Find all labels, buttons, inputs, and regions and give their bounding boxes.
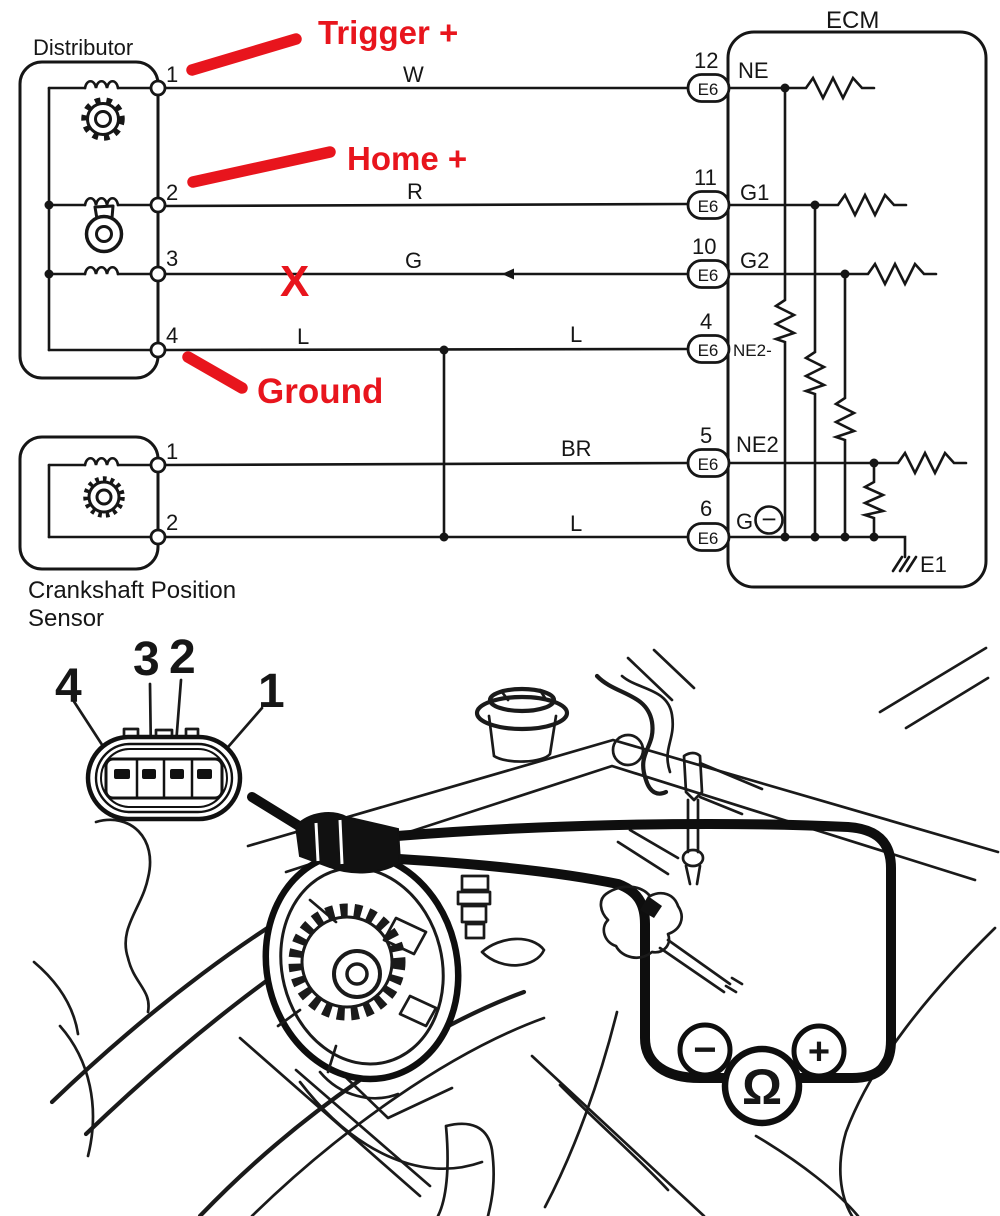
- pin-number: 1: [166, 439, 179, 464]
- ecm-signal: NE2: [736, 432, 779, 457]
- coil-icon: [85, 198, 118, 205]
- x-annotation: X: [280, 257, 310, 306]
- junction-dot: [45, 201, 54, 210]
- ecm-connectors: [688, 48, 783, 551]
- wire-color-label: L: [570, 511, 583, 536]
- wire-color-label: R: [407, 179, 423, 204]
- engine-line: [482, 939, 544, 965]
- ground-annotation: Ground: [257, 372, 384, 411]
- rotor-icon: [87, 206, 122, 252]
- minus-glyph: −: [693, 1028, 717, 1072]
- ecm-pin-number: 10: [692, 234, 717, 259]
- wire-color-label: G: [405, 248, 423, 273]
- gear-icon: [85, 101, 122, 138]
- harness-wires: [165, 62, 688, 542]
- junction-dot: [841, 533, 850, 542]
- resistor-branch: [836, 274, 854, 537]
- pin-number: 2: [166, 180, 179, 205]
- connector-id: E6: [697, 197, 719, 216]
- hose-fitting: [613, 735, 643, 765]
- coil-icon: [85, 267, 118, 274]
- connector-id: E6: [697, 266, 719, 285]
- pin-number: 3: [166, 246, 179, 271]
- junction-dot: [841, 270, 850, 279]
- resistor-branch: [865, 463, 883, 537]
- ecm-component: [688, 7, 986, 587]
- ecm-pin-number: 12: [694, 48, 719, 73]
- coil-icon: [85, 458, 118, 465]
- engine-line: [840, 928, 995, 1216]
- resistor-branch: [806, 205, 824, 537]
- engine-line: [618, 830, 678, 874]
- ecm-signal: G2: [740, 248, 770, 273]
- ground-icon: [893, 557, 916, 571]
- connector-pin: [114, 769, 130, 779]
- distributor-label: Distributor: [33, 35, 134, 60]
- ecm-label: ECM: [826, 7, 880, 34]
- connector-pin: [142, 769, 156, 779]
- junction-dot: [45, 270, 54, 279]
- ecm-signal: G1: [740, 180, 770, 205]
- pin-number: 2: [166, 510, 179, 535]
- home-callout-line: [193, 152, 330, 182]
- omega-glyph: Ω: [741, 1059, 783, 1115]
- ecm-pin-number: 6: [700, 496, 713, 521]
- wire-color-label: BR: [561, 436, 592, 461]
- coil-icon: [85, 81, 118, 88]
- pin-terminal: [151, 458, 165, 472]
- crank-sensor-component: [20, 437, 236, 632]
- distributor-component: [20, 35, 178, 378]
- junction-dot: [811, 533, 820, 542]
- junction-dot: [440, 533, 449, 542]
- ecm-pin-number: 5: [700, 423, 713, 448]
- connector-id: E6: [697, 529, 719, 548]
- home-annotation: Home +: [347, 140, 468, 177]
- wire-color-label: W: [403, 62, 424, 87]
- connector-callout: 1: [258, 665, 285, 718]
- pin-number: 1: [166, 62, 179, 87]
- wire-color-label: L: [297, 324, 310, 349]
- junction-dot: [870, 459, 879, 468]
- ecm-pin-number: 4: [700, 309, 713, 334]
- wire-l: [165, 349, 688, 350]
- junction-dot: [440, 346, 449, 355]
- wire-color-label: L: [570, 322, 583, 347]
- connector-callout: 4: [55, 660, 82, 713]
- connector-face-view: [55, 631, 285, 819]
- ohm-dial-icon: [725, 1049, 799, 1123]
- ecm-signal: NE: [738, 58, 769, 83]
- minus-terminal-icon: [680, 1025, 730, 1075]
- wire-br: [165, 463, 688, 465]
- connector-pin: [197, 769, 212, 779]
- gear-icon: [86, 479, 122, 515]
- junction-dot: [811, 201, 820, 210]
- engine-line: [545, 1012, 617, 1207]
- connector-callout: 2: [169, 631, 196, 684]
- ohmmeter: [680, 1025, 844, 1123]
- connector-id: E6: [697, 80, 719, 99]
- pin-terminal: [151, 267, 165, 281]
- engine-line: [628, 650, 694, 700]
- connector-id: E6: [697, 341, 719, 360]
- pin-terminal: [151, 81, 165, 95]
- junction-dot: [781, 84, 790, 93]
- bracket: [458, 876, 490, 938]
- trigger-callout-line: [192, 39, 296, 70]
- circled-minus-icon: [756, 504, 783, 534]
- spark-plug: [683, 753, 703, 884]
- plus-glyph: +: [807, 1031, 831, 1073]
- wiring-schematic: [20, 7, 986, 632]
- connector-callout: 3: [133, 633, 160, 686]
- pin-terminal: [151, 198, 165, 212]
- junction-dot: [781, 533, 790, 542]
- pin-number: 4: [166, 323, 179, 348]
- trigger-annotation: Trigger +: [318, 14, 459, 51]
- e1-label: E1: [920, 552, 947, 577]
- minus-glyph: −: [761, 504, 777, 534]
- wire-arrow-marker: [502, 269, 514, 280]
- connector-face: [88, 729, 240, 819]
- hose: [622, 676, 673, 772]
- pin-terminal: [151, 343, 165, 357]
- ground-callout-line: [188, 357, 242, 388]
- plus-terminal-icon: [794, 1026, 844, 1076]
- engine-line: [96, 820, 150, 1012]
- engine-line: [438, 1124, 494, 1216]
- ecm-signal: NE2-: [733, 341, 772, 360]
- pin-terminal: [151, 530, 165, 544]
- engine-line: [880, 648, 988, 728]
- red-annotations: [188, 14, 467, 411]
- engine-illustration: [34, 648, 998, 1216]
- resistor-branch: [776, 88, 794, 537]
- connector-pin: [170, 769, 184, 779]
- probe-clip: [601, 887, 742, 992]
- crank-sensor-label: Sensor: [28, 605, 105, 632]
- crank-sensor-label: Crankshaft Position: [28, 577, 237, 604]
- engine-line: [700, 763, 762, 814]
- wire-r: [165, 204, 688, 206]
- ecm-signal: G: [736, 509, 754, 534]
- ecm-pin-number: 11: [694, 165, 717, 190]
- oil-cap: [477, 689, 567, 762]
- engine-line: [34, 962, 93, 1156]
- junction-dot: [870, 533, 879, 542]
- connector-id: E6: [697, 455, 719, 474]
